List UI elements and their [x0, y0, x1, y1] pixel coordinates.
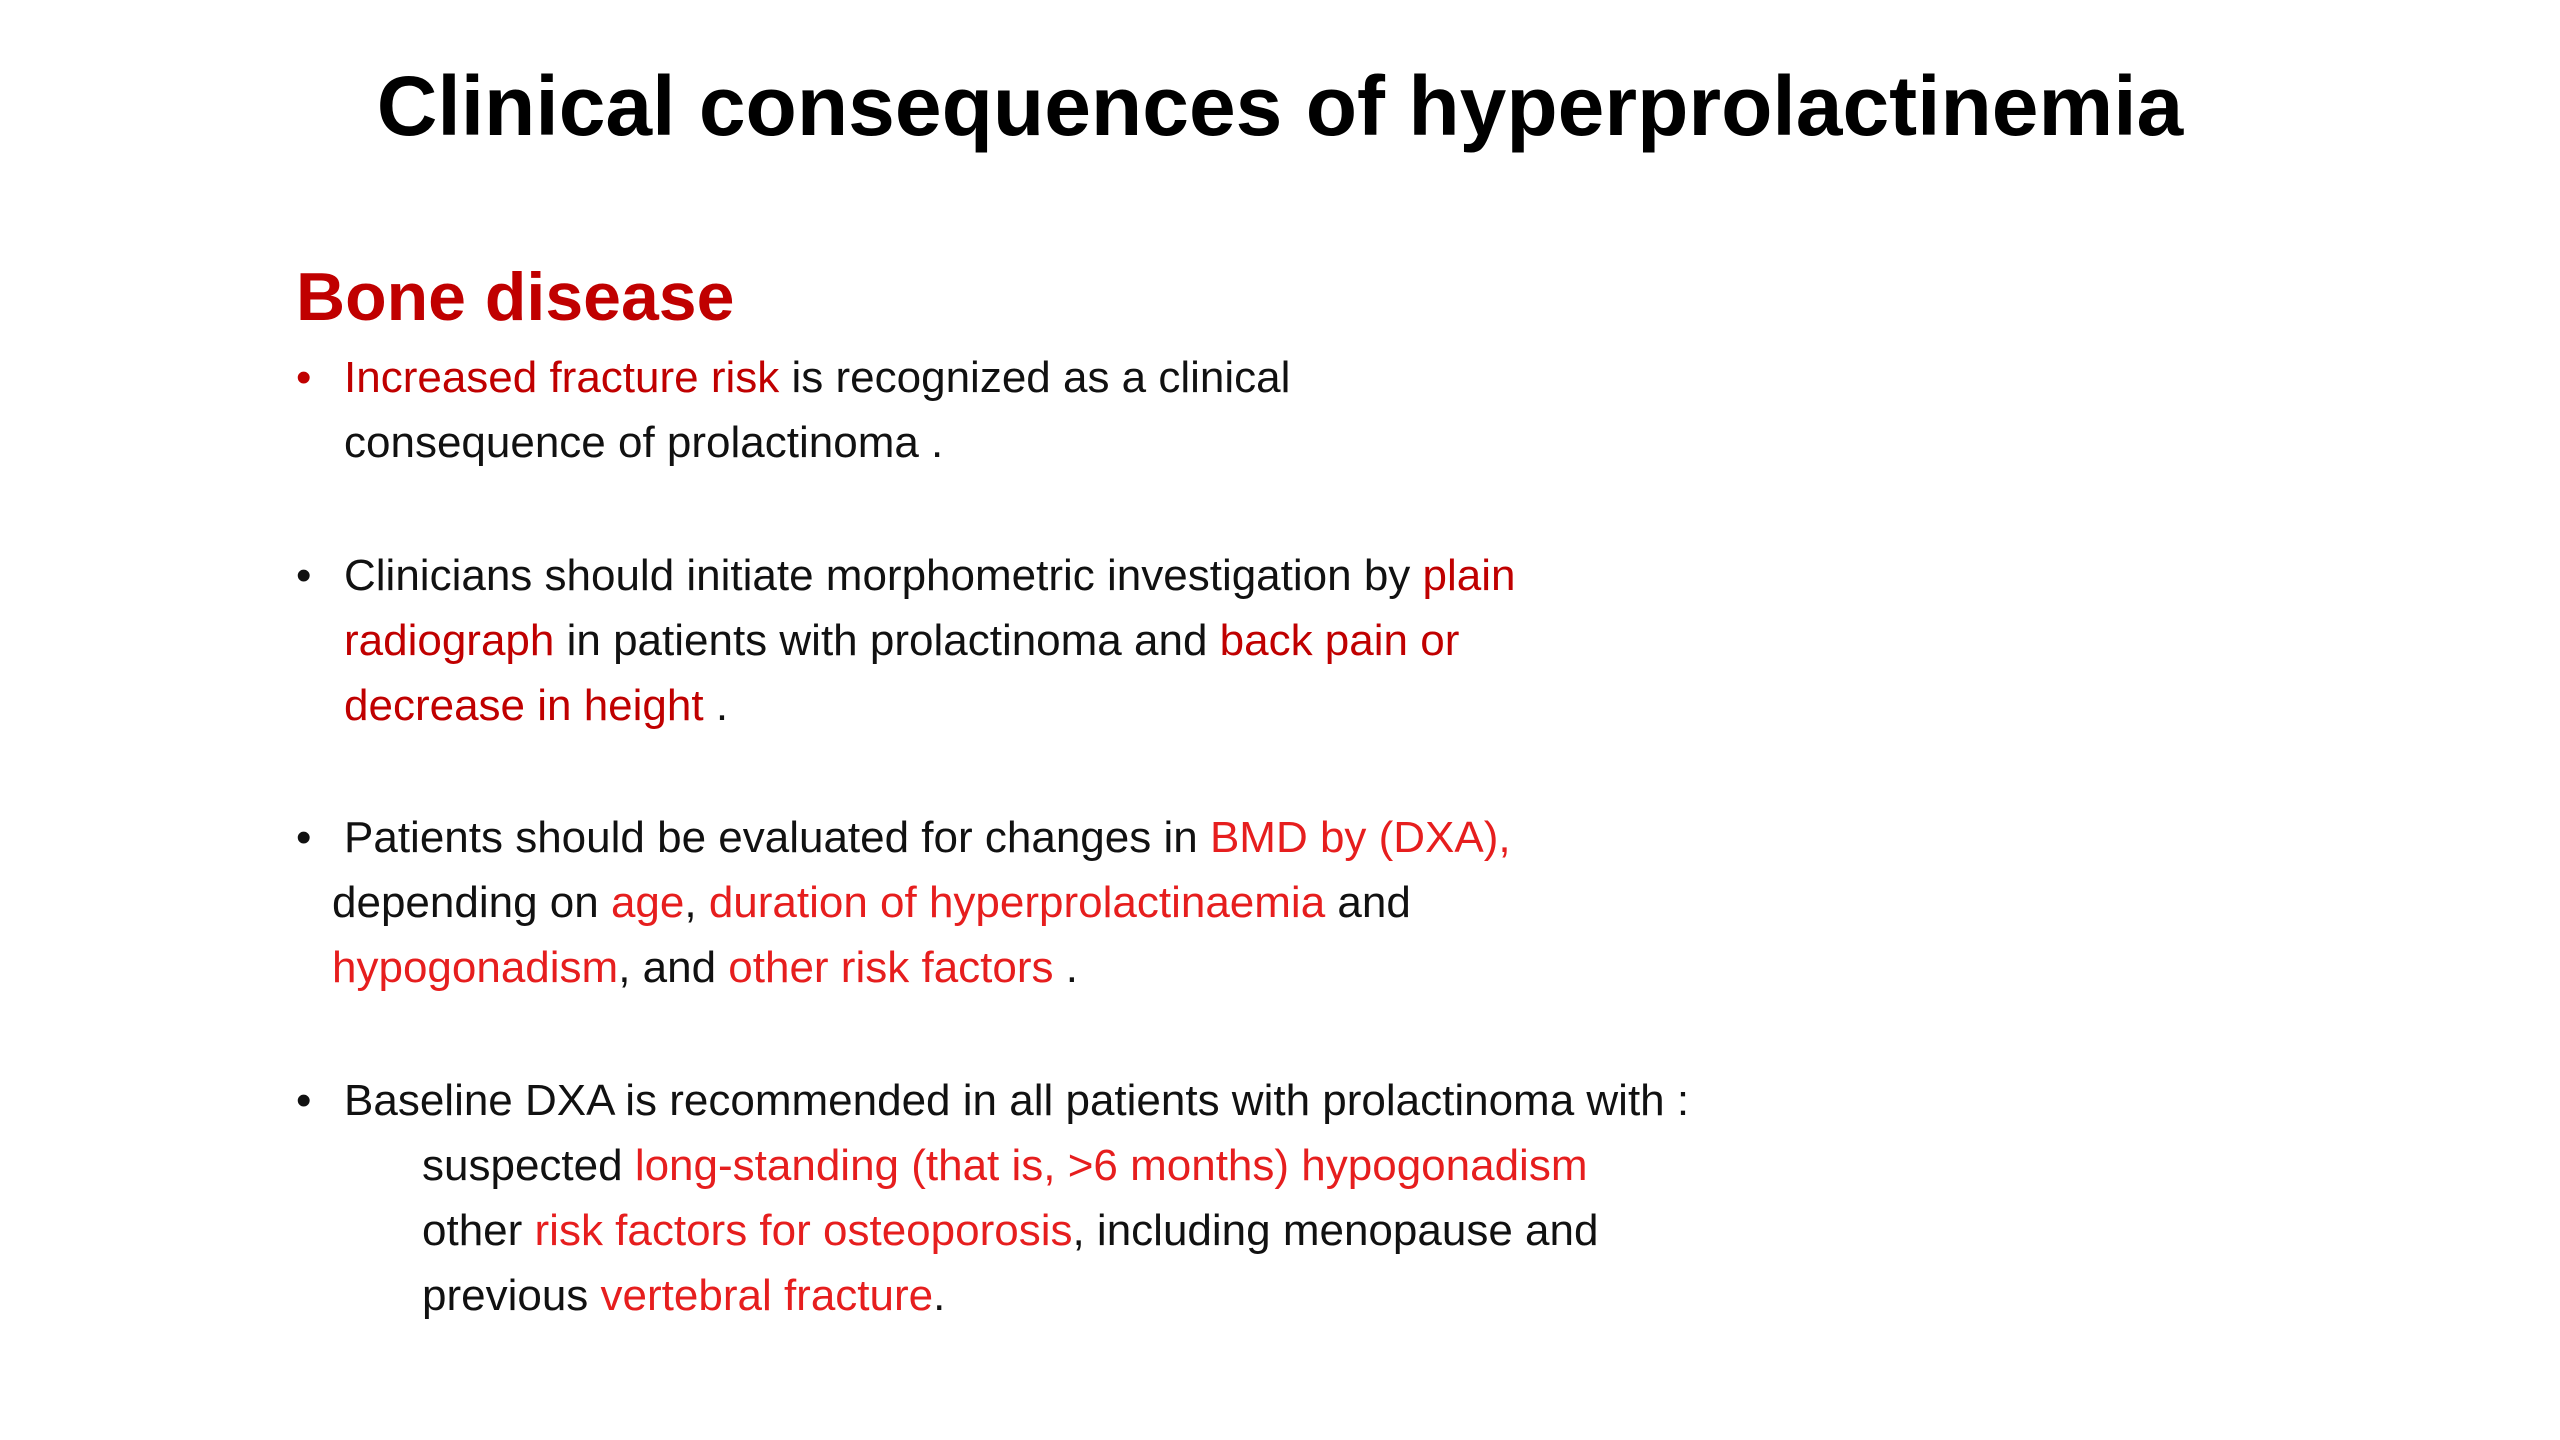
body-text: .: [703, 681, 729, 730]
bullet-text: [344, 345, 1290, 475]
body-text: , including menopause and: [1072, 1206, 1599, 1255]
highlighted-text: vertebral fracture: [600, 1271, 934, 1320]
body-text: depending on: [332, 878, 611, 927]
highlighted-text: age: [610, 878, 685, 927]
body-text: other: [422, 1206, 535, 1255]
highlighted-text: BMD by (DXA),: [1209, 813, 1511, 862]
highlighted-text: radiograph: [344, 616, 555, 665]
highlighted-text: decrease in height: [344, 681, 704, 730]
section-heading: Bone disease: [296, 259, 735, 335]
text-line: [422, 1133, 1689, 1198]
body-text: ,: [684, 878, 709, 927]
body-text: and: [1325, 878, 1411, 927]
highlighted-text: duration of hyperprolactinaemia: [708, 878, 1326, 927]
highlighted-text: risk factors for osteoporosis: [534, 1206, 1073, 1255]
text-line: [344, 345, 1290, 410]
text-line: [344, 1068, 1689, 1133]
body-text: , and: [618, 943, 729, 992]
bullet-marker: •: [296, 1076, 312, 1125]
highlighted-text: hypogonadism: [332, 943, 619, 992]
text-line: [344, 543, 1515, 608]
highlighted-text: long-standing (that is, >6 months) hypogonadism: [634, 1141, 1588, 1190]
text-line: [344, 805, 1511, 870]
bullet-marker: •: [296, 813, 312, 862]
text-line: [344, 673, 1515, 738]
text-line: [344, 608, 1515, 673]
body-text: suspected: [422, 1141, 635, 1190]
highlighted-text: other risk factors: [728, 943, 1054, 992]
text-line: [422, 1263, 1689, 1328]
text-line: [344, 410, 1290, 475]
bullet-text: [332, 805, 1511, 1000]
body-text: consequence of prolactinoma .: [344, 418, 944, 467]
body-text: in patients with prolactinoma and: [554, 616, 1220, 665]
body-text: previous: [422, 1271, 601, 1320]
bullet-text: [344, 1068, 1689, 1133]
text-line: [422, 1198, 1689, 1263]
bullet-text: [344, 543, 1515, 738]
highlighted-text: Increased fracture risk: [344, 353, 780, 402]
bullet-baseline-dxa: [296, 1068, 1689, 1328]
bullet-fracture-risk: [296, 345, 1290, 475]
bullet-morphometric-investigation: [296, 543, 1515, 738]
body-text: Baseline DXA is recommended in all patients with prolactinoma with :: [344, 1076, 1690, 1125]
highlighted-text: back pain or: [1219, 616, 1460, 665]
body-text: Patients should be evaluated for changes in: [344, 813, 1210, 862]
text-line: [332, 870, 1511, 935]
bullet-sublist: [422, 1133, 1689, 1328]
body-text: .: [1053, 943, 1078, 992]
body-text: Clinicians should initiate morphometric investigation by: [344, 551, 1423, 600]
bullet-bmd-evaluation: [296, 805, 1511, 1000]
bullet-marker: •: [296, 353, 312, 402]
bullet-marker: •: [296, 551, 312, 600]
body-text: .: [933, 1271, 946, 1320]
body-text: is recognized as a clinical: [779, 353, 1291, 402]
highlighted-text: plain: [1422, 551, 1516, 600]
slide-title: Clinical consequences of hyperprolactinemia: [376, 59, 2184, 153]
text-line: [332, 935, 1511, 1000]
